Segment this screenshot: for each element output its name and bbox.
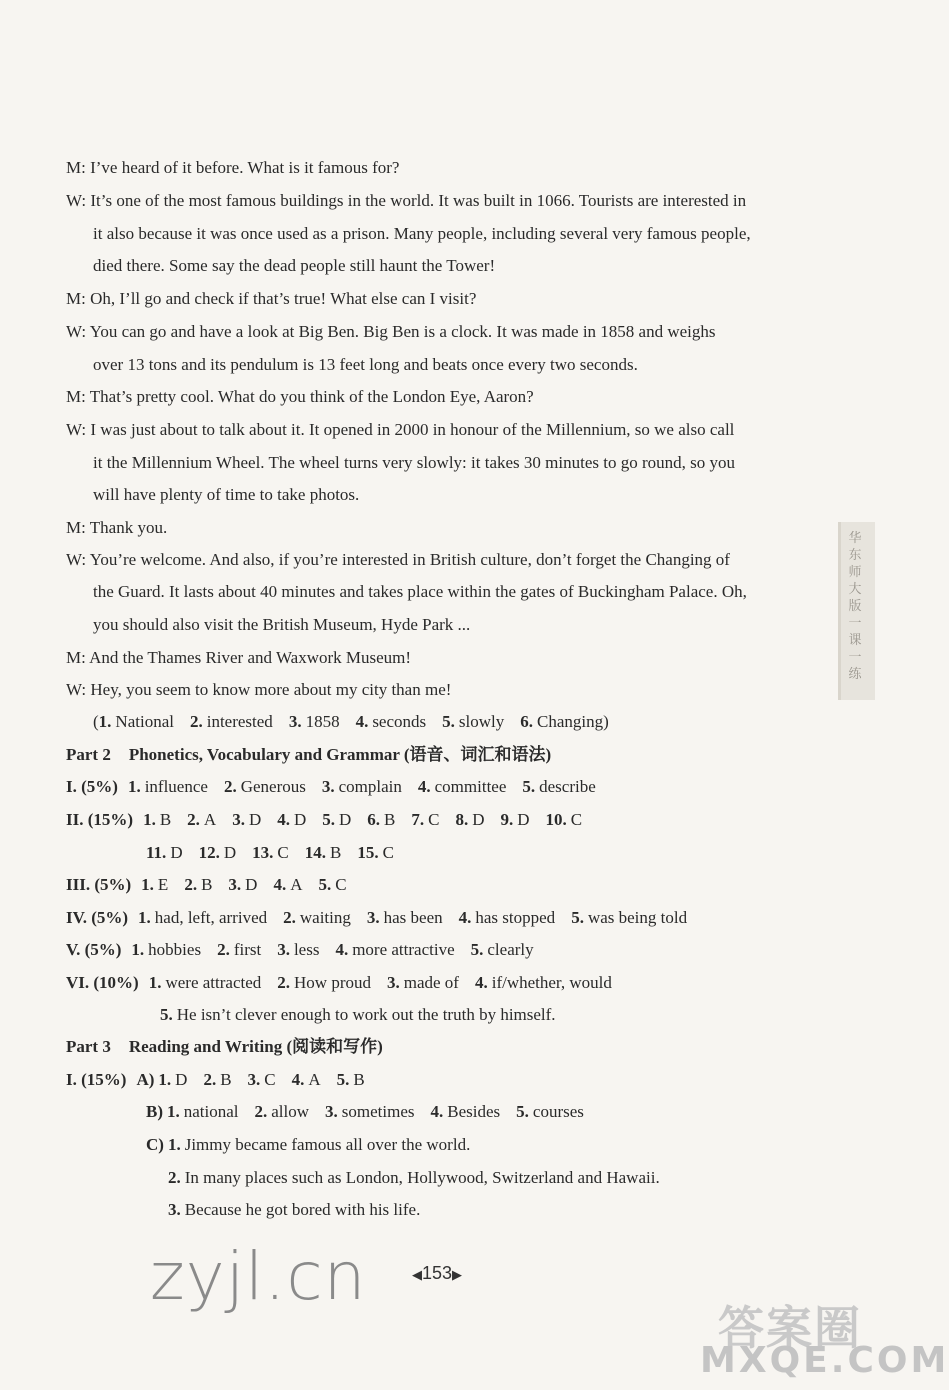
dialogue-line: it also because it was once used as a prison. Many people, including several very famous people,	[93, 224, 751, 243]
section-heading: Part 2 Phonetics, Vocabulary and Grammar (语音、词汇和语法)	[66, 745, 552, 764]
answer-row: 3. Because he got bored with his life.	[168, 1200, 421, 1219]
answer-row: V. (5%) 1. hobbies 2. first 3. less 4. more attractive 5. clearly	[66, 940, 534, 959]
answer-row: VI. (10%) 1. were attracted 2. How proud 3. made of 4. if/whether, would	[66, 973, 612, 992]
answer-row: III. (5%) 1. E 2. B 3. D 4. A 5. C	[66, 875, 347, 894]
answer-row: I. (15%) A) 1. D 2. B 3. C 4. A 5. B	[66, 1070, 365, 1089]
answer-row: 2. In many places such as London, Hollywood, Switzerland and Hawaii.	[168, 1168, 660, 1187]
answer-row: B) 1. national 2. allow 3. sometimes 4. Besides 5. courses	[146, 1102, 584, 1121]
dialogue-line: M: That’s pretty cool. What do you think of the London Eye, Aaron?	[66, 387, 534, 406]
watermark-logo: MXQE.COM	[700, 1340, 949, 1381]
dialogue-line: W: You can go and have a look at Big Ben. Big Ben is a clock. It was made in 1858 and weighs	[66, 322, 716, 341]
dialogue-line: W: You’re welcome. And also, if you’re interested in British culture, don’t forget the Changing of	[66, 550, 730, 569]
watermark-logo: 答案圈	[718, 1301, 862, 1355]
section-heading: Part 3 Reading and Writing (阅读和写作)	[66, 1037, 383, 1056]
dialogue-line: W: It’s one of the most famous buildings in the world. It was built in 1066. Tourists are interested in	[66, 191, 747, 210]
dialogue-line: you should also visit the British Museum, Hyde Park ...	[93, 615, 471, 634]
page-number: ◀153▶	[412, 1263, 463, 1283]
answer-row: I. (5%) 1. influence 2. Generous 3. complain 4. committee 5. describe	[66, 777, 596, 796]
answer-row: C) 1. Jimmy became famous all over the world.	[146, 1135, 471, 1154]
answer-item: 1. National	[98, 712, 174, 731]
dialogue-line: M: I’ve heard of it before. What is it famous for?	[66, 158, 400, 177]
dialogue-line: M: Oh, I’ll go and check if that’s true! What else can I visit?	[66, 289, 477, 308]
side-tab-text: 华东师大版一课一练	[848, 531, 862, 682]
dialogue-line: will have plenty of time to take photos.	[93, 485, 360, 504]
answer-item: 4. seconds	[355, 712, 427, 731]
dialogue-line: M: Thank you.	[66, 518, 168, 537]
answer-row: 11. D 12. D 13. C 14. B 15. C	[146, 843, 394, 862]
dialogue-line: died there. Some say the dead people still haunt the Tower!	[93, 256, 496, 275]
answer-row: 5. He isn’t clever enough to work out the truth by himself.	[160, 1005, 556, 1024]
answer-item: 3. 1858	[288, 712, 340, 731]
answer-item: 5. slowly	[442, 712, 505, 731]
answer-row: II. (15%) 1. B 2. A 3. D 4. D 5. D 6. B 7. C 8. D 9. D 10. C	[66, 810, 583, 829]
dialogue-line: it the Millennium Wheel. The wheel turns very slowly: it takes 30 minutes to go round, so you	[93, 453, 735, 472]
dialogue-line: M: And the Thames River and Waxwork Museum!	[66, 648, 412, 667]
dialogue-line: over 13 tons and its pendulum is 13 feet long and beats once every two seconds.	[93, 355, 638, 374]
dialogue-line: W: Hey, you seem to know more about my city than me!	[66, 680, 452, 699]
right-arrow-icon: ▶	[452, 1267, 463, 1282]
dialogue-line: the Guard. It lasts about 40 minutes and takes place within the gates of Buckingham Palace. Oh,	[93, 582, 747, 601]
listening-answers: (1. National 2. interested 3. 1858 4. seconds 5. slowly 6. Changing)	[93, 712, 609, 731]
answer-row: IV. (5%) 1. had, left, arrived 2. waiting 3. has been 4. has stopped 5. was being told	[66, 908, 688, 927]
dialogue-line: W: I was just about to talk about it. It opened in 2000 in honour of the Millennium, so we also call	[66, 420, 735, 439]
answer-item: 6. Changing	[520, 712, 604, 731]
watermark-logo: zyjl.cn	[150, 1238, 367, 1315]
left-arrow-icon: ◀	[412, 1267, 422, 1282]
answer-item: 2. interested	[189, 712, 273, 731]
